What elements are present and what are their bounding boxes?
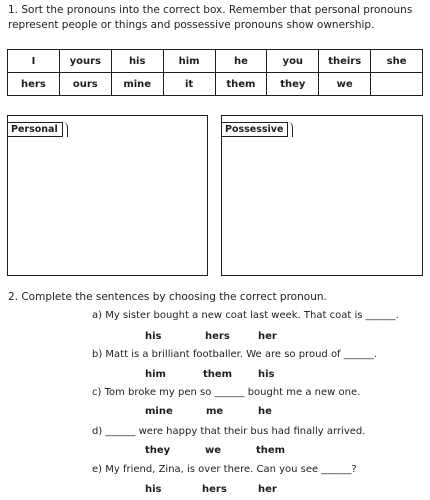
table-row [8,50,423,73]
option-a-2[interactable]: hers [205,331,230,342]
option-d-3[interactable]: them [256,445,286,456]
table-row [8,73,423,96]
sentence-b: b) Matt is a brilliant footballer. We are so proud of ______. [92,349,377,360]
pronoun-cell: his [111,50,163,73]
pronoun-cell: we [319,73,371,96]
sentence-a: a) My sister bought a new coat last week. That coat is ______. [92,310,399,321]
option-b-1[interactable]: him [145,369,166,380]
question-2-instruction: 2. Complete the sentences by choosing the correct pronoun. [8,291,327,303]
personal-box-label: Personal [8,122,63,137]
pronoun-cell: theirs [319,50,371,73]
pronoun-cell: it [163,73,215,96]
pronoun-cell: she [371,50,423,73]
possessive-box-label: Possessive [222,122,288,137]
option-d-2[interactable]: we [205,445,222,456]
pronoun-cell: hers [8,73,60,96]
sentence-e: e) My friend, Zina, is over there. Can you see ______? [92,464,357,475]
option-a-1[interactable]: his [145,331,162,342]
question-1-instruction: 1. Sort the pronouns into the correct box. Remember that personal pronouns represent people or things and possessive pronouns show ownership. [8,4,413,31]
option-e-1[interactable]: his [145,484,162,495]
option-d-1[interactable]: they [145,445,171,456]
pronoun-cell-empty [371,73,423,96]
pronoun-cell: mine [111,73,163,96]
option-c-2[interactable]: me [206,406,224,417]
sentence-d: d) ______ were happy that their bus had finally arrived. [92,426,366,437]
personal-answer-box[interactable] [7,115,208,276]
pronoun-cell: him [163,50,215,73]
option-a-3[interactable]: her [258,331,277,342]
pronoun-cell: he [215,50,267,73]
option-c-1[interactable]: mine [145,406,173,417]
sentence-c: c) Tom broke my pen so ______ bought me a new one. [92,387,361,398]
pronoun-cell: them [215,73,267,96]
option-b-2[interactable]: them [203,369,233,380]
option-e-2[interactable]: hers [202,484,227,495]
option-b-3[interactable]: his [258,369,275,380]
pronoun-cell: I [8,50,60,73]
pronoun-cell: yours [59,50,111,73]
option-e-3[interactable]: her [258,484,277,495]
pronoun-word-table [7,49,423,96]
pronoun-cell: ours [59,73,111,96]
pronoun-cell: you [267,50,319,73]
pronoun-cell: they [267,73,319,96]
possessive-answer-box[interactable] [221,115,423,276]
option-c-3[interactable]: he [258,406,272,417]
